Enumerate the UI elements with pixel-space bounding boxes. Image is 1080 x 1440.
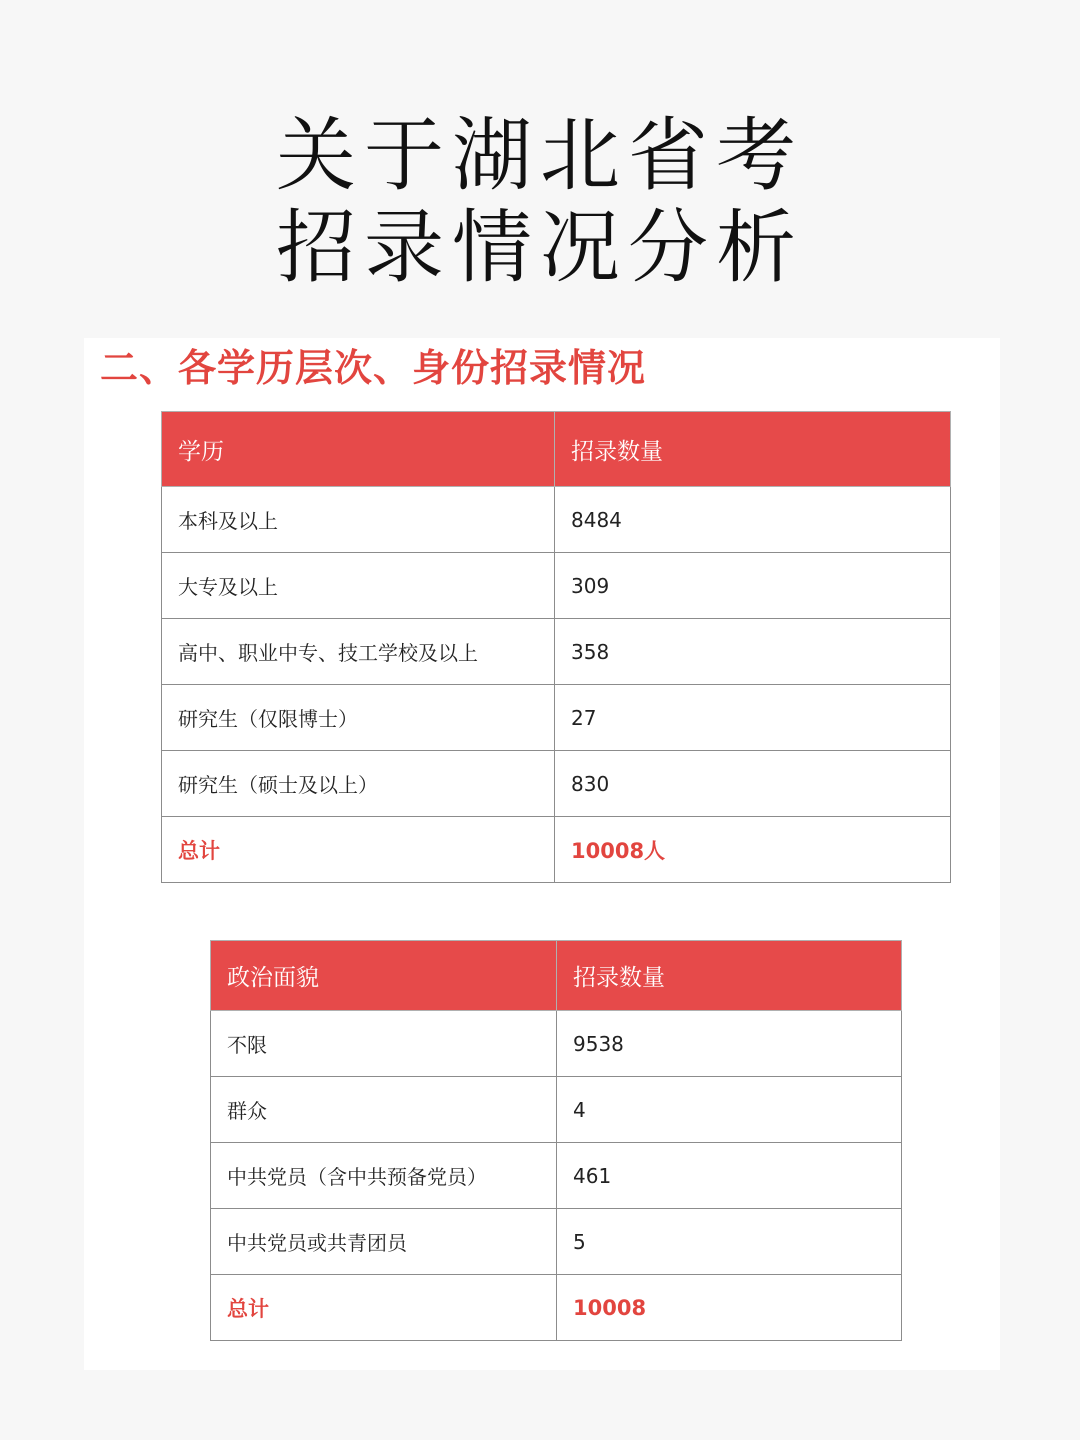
row-label: 研究生（仅限博士） bbox=[162, 685, 555, 751]
row-value: 830 bbox=[555, 751, 951, 817]
table-row bbox=[162, 685, 951, 751]
row-label: 群众 bbox=[211, 1077, 557, 1143]
table-row bbox=[211, 1077, 902, 1143]
total-label: 总计 bbox=[211, 1275, 557, 1341]
total-row bbox=[211, 1275, 902, 1341]
total-row bbox=[162, 817, 951, 883]
row-label: 高中、职业中专、技工学校及以上 bbox=[162, 619, 555, 685]
row-value: 309 bbox=[555, 553, 951, 619]
row-value: 461 bbox=[557, 1143, 902, 1209]
header-recruit-count: 招录数量 bbox=[555, 412, 951, 487]
total-label: 总计 bbox=[162, 817, 555, 883]
row-value: 8484 bbox=[555, 487, 951, 553]
row-value: 9538 bbox=[557, 1011, 902, 1077]
row-value: 27 bbox=[555, 685, 951, 751]
table-row bbox=[211, 1011, 902, 1077]
political-status-table bbox=[210, 940, 902, 1341]
header-political-status: 政治面貌 bbox=[211, 941, 557, 1011]
table-row bbox=[162, 619, 951, 685]
row-label: 中共党员或共青团员 bbox=[211, 1209, 557, 1275]
row-label: 中共党员（含中共预备党员） bbox=[211, 1143, 557, 1209]
section-heading: 二、各学历层次、身份招录情况 bbox=[100, 345, 647, 390]
row-value: 358 bbox=[555, 619, 951, 685]
table-header-row bbox=[211, 941, 902, 1011]
row-label: 研究生（硕士及以上） bbox=[162, 751, 555, 817]
table-header-row bbox=[162, 412, 951, 487]
row-label: 不限 bbox=[211, 1011, 557, 1077]
page-title-line-1: 关于湖北省考 bbox=[276, 109, 804, 202]
total-value: 10008人 bbox=[555, 817, 951, 883]
row-value: 4 bbox=[557, 1077, 902, 1143]
table-row bbox=[162, 553, 951, 619]
row-label: 大专及以上 bbox=[162, 553, 555, 619]
page-title bbox=[0, 110, 1080, 294]
table-row bbox=[162, 487, 951, 553]
page-title-line-2: 招录情况分析 bbox=[276, 201, 804, 294]
row-label: 本科及以上 bbox=[162, 487, 555, 553]
table-row bbox=[211, 1209, 902, 1275]
table-row bbox=[162, 751, 951, 817]
header-education: 学历 bbox=[162, 412, 555, 487]
table-row bbox=[211, 1143, 902, 1209]
education-table bbox=[161, 411, 951, 883]
total-value: 10008 bbox=[557, 1275, 902, 1341]
row-value: 5 bbox=[557, 1209, 902, 1275]
header-recruit-count: 招录数量 bbox=[557, 941, 902, 1011]
